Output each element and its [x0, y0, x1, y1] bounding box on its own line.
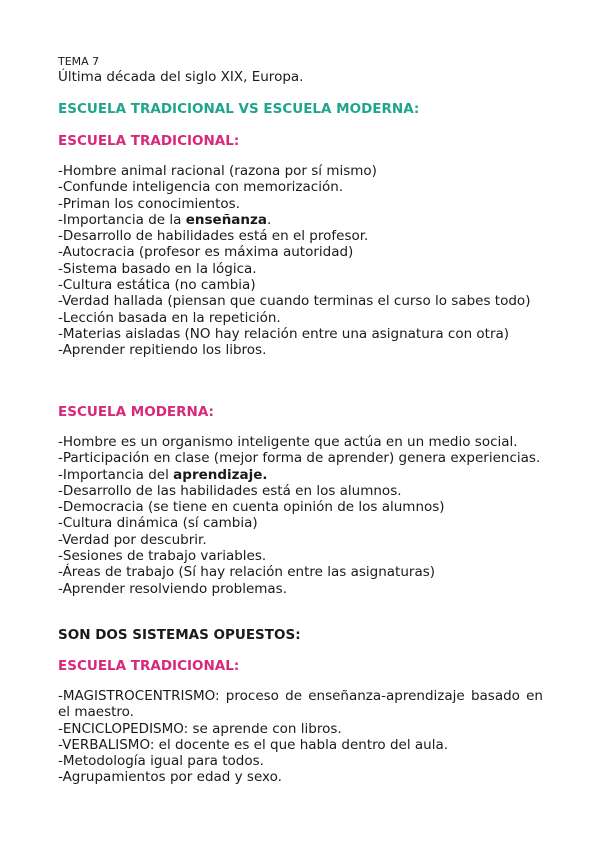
- list-item: -VERBALISMO: el docente es el que habla dentro del aula.: [58, 736, 449, 753]
- opposed-systems-heading: SON DOS SISTEMAS OPUESTOS:: [58, 627, 301, 643]
- list-item: -Desarrollo de habilidades está en el profesor.: [58, 228, 369, 245]
- list-item: -Sistema basado en la lógica.: [58, 260, 257, 277]
- modern-heading: ESCUELA MODERNA:: [58, 404, 214, 420]
- list-item: -Verdad por descubrir.: [58, 531, 207, 548]
- subtitle: Última década del siglo XIX, Europa.: [58, 69, 304, 85]
- traditional-heading-2: ESCUELA TRADICIONAL:: [58, 658, 240, 674]
- emphasis-text: enseñanza: [185, 211, 267, 228]
- traditional-list: [58, 163, 543, 359]
- list-item: -Confunde inteligencia con memorización.: [58, 179, 344, 196]
- list-item: -Democracia (se tiene en cuenta opinión de los alumnos): [58, 499, 445, 516]
- list-item: -MAGISTROCENTRISMO: proceso de enseñanza-aprendizaje basado en el maestro.: [58, 688, 543, 721]
- list-item: -Hombre es un organismo inteligente que actúa en un medio social.: [58, 434, 518, 450]
- topic-label: TEMA 7: [58, 55, 100, 68]
- list-item: -Priman los conocimientos.: [58, 195, 240, 212]
- list-item: -Materias aisladas (NO hay relación entre una asignatura con otra): [58, 325, 510, 342]
- item-text: -Importancia de la: [58, 211, 186, 228]
- list-item: -Desarrollo de las habilidades está en los alumnos.: [58, 482, 402, 499]
- list-item: -Cultura dinámica (sí cambia): [58, 515, 258, 532]
- emphasis-text: aprendizaje.: [173, 466, 268, 483]
- list-item: -Lección basada en la repetición.: [58, 309, 281, 326]
- list-item: -Cultura estática (no cambia): [58, 277, 256, 294]
- list-item: -Participación en clase (mejor forma de aprender) genera experiencias.: [58, 450, 541, 467]
- list-item: -Metodología igual para todos.: [58, 753, 264, 770]
- list-item: -Aprender resolviendo problemas.: [58, 580, 287, 597]
- list-item: -ENCICLOPEDISMO: se aprende con libros.: [58, 720, 342, 737]
- item-text: .: [267, 211, 272, 228]
- list-item: -Hombre animal racional (razona por sí mismo): [58, 163, 377, 179]
- list-item: [58, 212, 543, 228]
- list-item: -Áreas de trabajo (Sí hay relación entre las asignaturas): [58, 564, 436, 581]
- list-item: -Autocracia (profesor es máxima autoridad): [58, 244, 354, 261]
- list-item: -Verdad hallada (piensan que cuando terminas el curso lo sabes todo): [58, 293, 531, 310]
- list-item: [58, 467, 543, 483]
- list-item: -Agrupamientos por edad y sexo.: [58, 769, 282, 786]
- main-heading: ESCUELA TRADICIONAL VS ESCUELA MODERNA:: [58, 101, 420, 117]
- modern-list: [58, 434, 543, 597]
- item-text: -Importancia del: [58, 466, 174, 483]
- list-item: -Sesiones de trabajo variables.: [58, 548, 267, 565]
- traditional-heading: ESCUELA TRADICIONAL:: [58, 133, 240, 149]
- list-item: -Aprender repitiendo los libros.: [58, 342, 267, 359]
- traditional-characteristics-list: [58, 688, 543, 786]
